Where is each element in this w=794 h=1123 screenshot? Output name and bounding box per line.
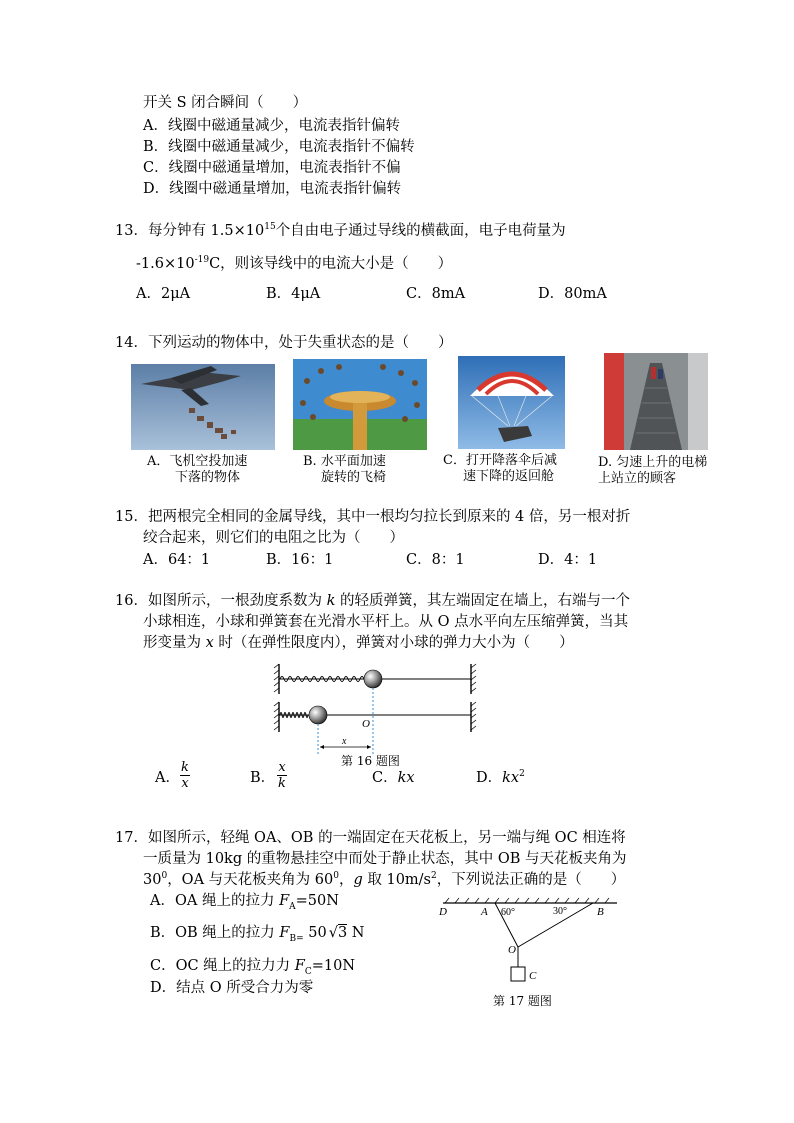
q15-option-c: C．8：1	[406, 552, 465, 568]
q16-option-c: C．kx	[372, 770, 415, 786]
q14-caption-c: C．打开降落伞后减 速下降的返回舱	[443, 453, 557, 484]
q15-option-a: A．64：1	[143, 552, 211, 568]
q13-option-b: B．4μA	[266, 286, 321, 302]
fig17-o-label: O	[508, 944, 516, 956]
q12-option-a: A．线圈中磁通量减少，电流表指针偏转	[143, 118, 400, 134]
q13-stem: 13．每分钟有 $1.5\times 10^{15}$个自由电子通过导线的横截面，电子电荷量为	[115, 222, 566, 239]
q15-stem-line2: 绞合起来，则它们的电阻之比为（ ）	[143, 530, 404, 546]
q16-stem-line2: 小球相连，小球和弹簧套在光滑水平杆上。从 O 点水平向左压缩弹簧，当其	[143, 614, 629, 630]
q17-stem-line2: 一质量为 10kg 的重物悬挂空中而处于静止状态，其中 OB 与天花板夹角为	[143, 851, 627, 867]
q12-option-d: D．线圈中磁通量增加，电流表指针偏转	[143, 181, 402, 197]
q17-option-d: D．结点 O 所受合力为零	[150, 980, 314, 996]
q17-stem: 17．如图所示，轻绳 OA、OB 的一端固定在天花板上，另一端与绳 OC 相连将	[115, 830, 626, 846]
parachute-capsule-image	[458, 356, 565, 449]
q16-option-b-fraction: x k	[278, 760, 286, 791]
q16-option-d: D．$kx^2$	[476, 769, 525, 786]
escalator-image	[604, 353, 708, 450]
q12-option-b: B．线圈中磁通量减少，电流表指针不偏转	[143, 139, 415, 155]
fig17-a-label: A	[481, 906, 488, 918]
q17-option-b: B．OB 绳上的拉力 $F_{B=}$ 50 √3 N	[150, 925, 365, 944]
rope-tension-figure	[435, 895, 620, 990]
q14-caption-b: B. 水平面加速 旋转的飞椅	[303, 454, 387, 485]
q15-option-d: D．4：1	[538, 552, 598, 568]
fig17-30-label: 30°	[553, 906, 567, 917]
q14-caption-d: D. 匀速上升的电梯 上站立的顾客	[598, 455, 708, 486]
fig17-b-label: B	[597, 906, 604, 918]
q17-option-c: C．OC 绳上的拉力力 $F_C=10N$	[150, 958, 356, 977]
q16-stem-line3: 形变量为 x 时（在弹性限度内），弹簧对小球的弹力大小为（ ）	[143, 635, 574, 651]
q15-stem: 15．把两根完全相同的金属导线，其中一根均匀拉长到原来的 4 倍，另一根对折	[115, 509, 631, 525]
q13-option-c: C．8mA	[406, 286, 466, 302]
fig17-c-label: C	[529, 970, 537, 982]
fig17-60-label: 60°	[501, 907, 515, 918]
swing-ride-image	[293, 359, 427, 450]
q17-option-a: A．OA 绳上的拉力 $F_A=50N$	[150, 893, 339, 912]
q12-stem: 开关 S 闭合瞬间（ ）	[143, 95, 308, 111]
q16-stem: 16．如图所示，一根劲度系数为 k 的轻质弹簧，其左端固定在墙上，右端与一个	[115, 593, 630, 609]
q17-stem-line3: $30^0$，OA 与天花板夹角为 $60^0$，g 取 $10m/s^2$，下列说法正确的是（ ）	[143, 871, 626, 888]
fig17-d-label: D	[439, 906, 447, 918]
q12-option-c: C．线圈中磁通量增加，电流表指针不偏	[143, 160, 401, 176]
fig16-x-label: x	[342, 736, 347, 747]
q16-option-b-label: B．	[250, 770, 276, 786]
q13-option-d: D．80mA	[538, 286, 607, 302]
q16-option-a-fraction: k x	[181, 760, 189, 791]
airplane-airdrop-image	[131, 364, 275, 450]
q17-figure-caption: 第 17 题图	[493, 994, 552, 1008]
q14-stem: 14．下列运动的物体中，处于失重状态的是（ ）	[115, 335, 453, 351]
fig16-o-label: O	[362, 718, 370, 730]
q14-caption-a: A．飞机空投加速 下落的物体	[147, 454, 248, 485]
q13-option-a: A．2μA	[136, 286, 191, 302]
q13-stem-line2: $-1.6\times 10^{-19}C$，则该导线中的电流大小是（ ）	[136, 255, 453, 272]
q15-option-b: B．16：1	[266, 552, 334, 568]
spring-ball-figure	[270, 660, 480, 760]
q16-figure-caption: 第 16 题图	[341, 754, 400, 768]
q16-option-a-label: A．	[155, 770, 180, 786]
